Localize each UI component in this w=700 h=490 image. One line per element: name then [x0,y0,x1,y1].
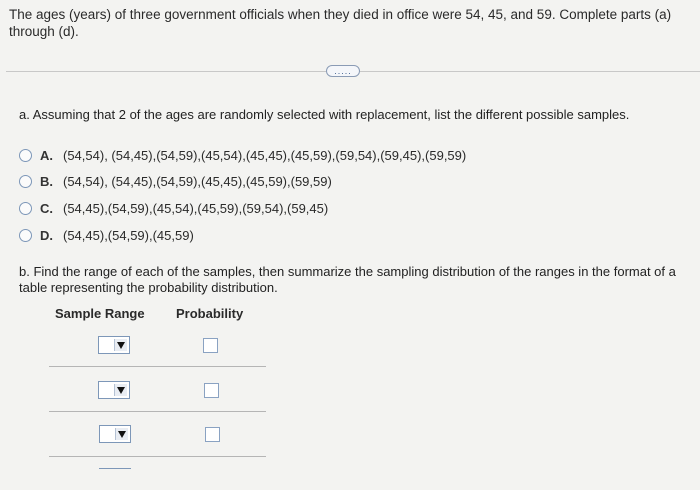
radio-a[interactable] [19,149,32,162]
probability-input-3[interactable] [205,427,220,442]
range-dropdown-4-partial[interactable] [99,468,131,469]
part-b-question: b. Find the range of each of the samples, then summarize the sampling distribution of the ranges in the format of a table representing the probability distribution. [19,264,676,295]
triangle-down-icon [117,342,125,349]
probability-header: Probability [176,306,244,321]
range-dropdown-1[interactable] [98,336,130,354]
option-b[interactable] [19,172,332,190]
radio-b[interactable] [19,175,32,188]
option-a-letter: A. [40,147,53,163]
option-c-letter: C. [40,200,53,216]
probability-input-1[interactable] [203,338,218,353]
option-a-text: (54,54), (54,45),(54,59),(45,54),(45,45),(45,59),(59,54),(59,45),(59,59) [63,147,467,163]
triangle-down-icon [117,387,125,394]
table-row-divider [49,456,266,457]
option-d[interactable] [19,226,194,244]
option-c-text: (54,45),(54,59),(45,54),(45,59),(59,54),(59,45) [63,200,329,216]
table-row-divider [49,411,266,412]
radio-c[interactable] [19,202,32,215]
problem-statement: The ages (years) of three government officials when they died in office were 54, 45, and 59. Complete parts (a) through (d). [9,7,672,39]
range-dropdown-3[interactable] [99,425,131,443]
option-b-text: (54,54), (54,45),(54,59),(45,45),(45,59),(59,59) [63,173,332,189]
option-c[interactable] [19,199,328,217]
table-row-divider [49,366,266,367]
dropdown-arrow-box [114,384,127,396]
dropdown-arrow-box [114,339,127,351]
range-dropdown-2[interactable] [98,381,130,399]
option-b-letter: B. [40,173,53,189]
radio-d[interactable] [19,229,32,242]
triangle-down-icon [118,431,126,438]
option-d-text: (54,45),(54,59),(45,59) [63,227,194,243]
expand-more-button[interactable]: ..... [326,65,360,77]
probability-input-2[interactable] [204,383,219,398]
part-a-question: a. Assuming that 2 of the ages are randomly selected with replacement, list the different possible samples. [19,107,630,122]
option-d-letter: D. [40,227,53,243]
sample-range-header: Sample Range [55,306,145,321]
dropdown-arrow-box [115,428,128,440]
option-a[interactable] [19,146,466,164]
